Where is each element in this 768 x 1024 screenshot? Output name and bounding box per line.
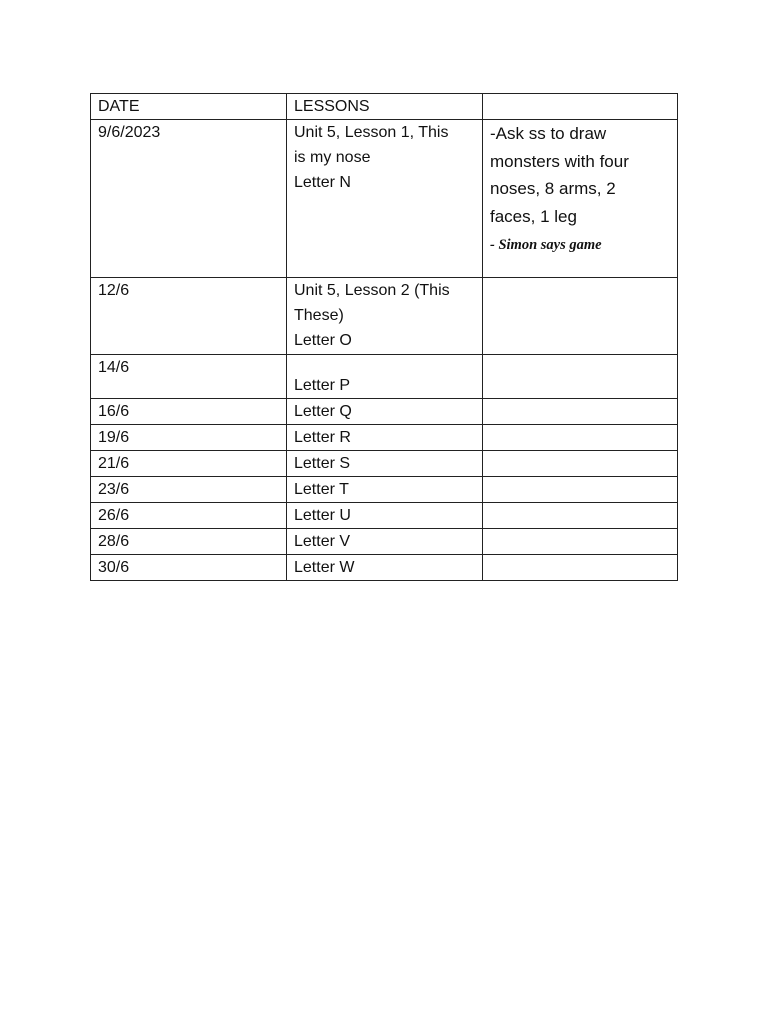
note-line: noses, 8 arms, 2	[490, 179, 616, 198]
header-lessons: LESSONS	[287, 94, 483, 120]
date-cell: 14/6	[91, 355, 287, 399]
table-row	[91, 451, 678, 477]
notes-cell	[483, 399, 678, 425]
note-line: faces, 1 leg	[490, 206, 577, 226]
notes-cell	[483, 503, 678, 529]
header-date: DATE	[91, 94, 287, 120]
date-cell: 16/6	[91, 399, 287, 425]
note-line: -Ask ss to draw	[490, 124, 607, 143]
lesson-line: These)	[294, 307, 344, 324]
table-row	[91, 503, 678, 529]
date-cell: 12/6	[91, 278, 287, 355]
lesson-cell: Letter V	[287, 529, 483, 555]
notes-cell	[483, 451, 678, 477]
date-cell: 9/6/2023	[91, 120, 287, 278]
notes-cell	[483, 355, 678, 399]
lesson-line: Letter P	[294, 377, 351, 394]
table-row	[91, 278, 678, 355]
lesson-line: Letter O	[294, 332, 352, 349]
notes-cell	[483, 477, 678, 503]
notes-cell	[483, 425, 678, 451]
notes-cell	[483, 120, 678, 278]
note-line: monsters with four	[490, 151, 629, 171]
lesson-cell: Letter Q	[287, 399, 483, 425]
table-row	[91, 120, 678, 278]
notes-cell	[483, 555, 678, 581]
table-header-row	[91, 94, 678, 120]
lesson-cell: Letter S	[287, 451, 483, 477]
lesson-line: Letter N	[294, 174, 351, 191]
table-row	[91, 529, 678, 555]
date-cell: 30/6	[91, 555, 287, 581]
date-cell: 28/6	[91, 529, 287, 555]
spacer	[294, 355, 475, 373]
table-row	[91, 355, 678, 399]
lesson-cell: Letter W	[287, 555, 483, 581]
table-row	[91, 555, 678, 581]
table-row	[91, 425, 678, 451]
notes-cell	[483, 278, 678, 355]
notes-cell	[483, 529, 678, 555]
table-row	[91, 399, 678, 425]
date-cell: 26/6	[91, 503, 287, 529]
date-cell: 23/6	[91, 477, 287, 503]
lesson-line: is my nose	[294, 149, 371, 166]
table-row	[91, 477, 678, 503]
note-game: - Simon says game	[490, 237, 602, 253]
lesson-schedule-table	[90, 93, 678, 581]
lesson-cell: Letter R	[287, 425, 483, 451]
lesson-cell	[287, 120, 483, 278]
lesson-cell	[287, 355, 483, 399]
date-cell: 19/6	[91, 425, 287, 451]
header-notes	[483, 94, 678, 120]
date-cell: 21/6	[91, 451, 287, 477]
lesson-line: Unit 5, Lesson 2 (This	[294, 282, 450, 299]
lesson-line: Unit 5, Lesson 1, This	[294, 124, 449, 141]
lesson-cell: Letter T	[287, 477, 483, 503]
lesson-cell: Letter U	[287, 503, 483, 529]
lesson-cell	[287, 278, 483, 355]
